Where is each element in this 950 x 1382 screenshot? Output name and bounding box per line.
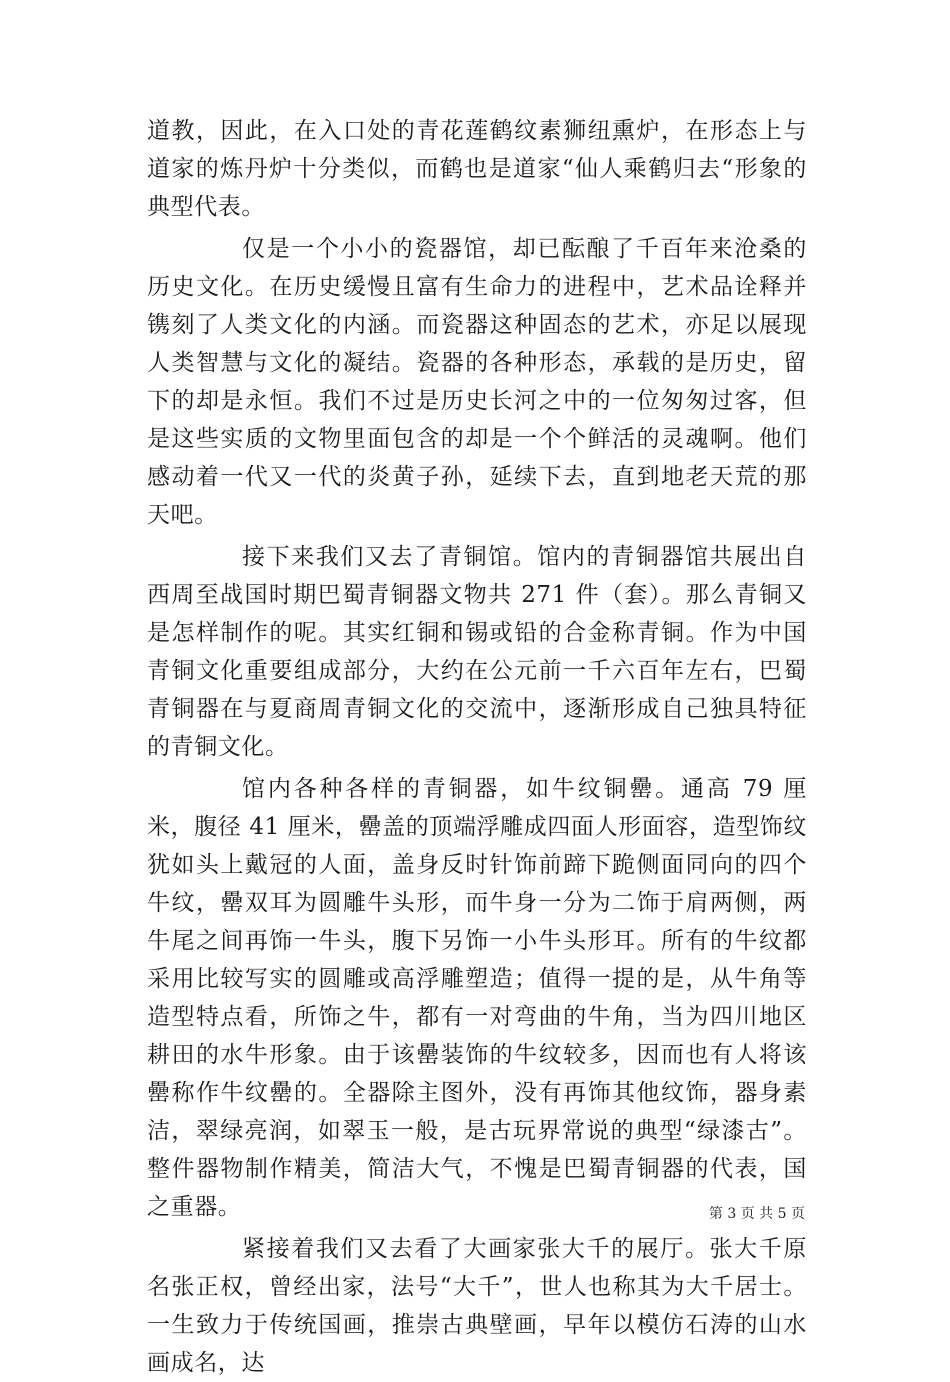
page-number-footer: 第 3 页 共 5 页 xyxy=(708,1206,805,1222)
paragraph-bronze-hall: 接下来我们又去了青铜馆。馆内的青铜器馆共展出自西周至战国时期巴蜀青铜器文物共 271 件（套）。那么青铜又是怎样制作的呢。其实红铜和锡或铅的合金称青铜。作为中国青铜文化重要组成部分，大约在公元前一千六百年左右，巴蜀青铜器在与夏商周青铜文化的交流中，逐渐形成自己独具特征的青铜文化。 xyxy=(147,544,807,760)
document-body xyxy=(147,112,807,1382)
paragraph-porcelain-hall: 仅是一个小小的瓷器馆，却已酝酿了千百年来沧桑的历史文化。在历史缓慢且富有生命力的进程中，艺术品诠释并镌刻了人类文化的内涵。而瓷器这种固态的艺术，亦足以展现人类智慧与文化的凝结。瓷器的各种形态，承载的是历史，留下的却是永恒。我们不过是历史长河之中的一位匆匆过客，但是这些实质的文物里面包含的却是一个个鲜活的灵魂啊。他们感动着一代又一代的炎黄子孙，延续下去，直到地老天荒的那天吧。 xyxy=(147,236,807,528)
paragraph-continued-taoism: 道教，因此，在入口处的青花莲鹤纹素狮纽熏炉，在形态上与道家的炼丹炉十分类似，而鹤也是道家“仙人乘鹤归去“形象的典型代表。 xyxy=(147,118,807,220)
paragraph-ox-pattern-lei: 馆内各种各样的青铜器，如牛纹铜罍。通高 79 厘米，腹径 41 厘米，罍盖的顶端浮雕成四面人形面容，造型饰纹犹如头上戴冠的人面，盖身反时针饰前蹄下跪侧面同向的四个牛纹，罍双耳为圆雕牛头形，而牛身一分为二饰于肩两侧，两牛尾之间再饰一牛头，腹下另饰一小牛头形耳。所有的牛纹都采用比较写实的圆雕或高浮雕塑造；值得一提的是，从牛角等造型特点看，所饰之牛，都有一对弯曲的牛角，当为四川地区耕田的水牛形象。由于该罍装饰的牛纹较多，因而也有人将该罍称作牛纹罍的。全器除主图外，没有再饰其他纹饰，器身素洁，翠绿亮润，如翠玉一般，是古玩界常说的典型“绿漆古”。整件器物制作精美，简洁大气，不愧是巴蜀青铜器的代表，国之重器。 xyxy=(147,776,807,1220)
paragraph-zhang-daqian: 紧接着我们又去看了大画家张大千的展厅。张大千原名张正权，曾经出家，法号“大千”，世人也称其为大千居士。一生致力于传统国画，推崇古典壁画，早年以模仿石涛的山水画成名，达 xyxy=(147,1236,807,1376)
